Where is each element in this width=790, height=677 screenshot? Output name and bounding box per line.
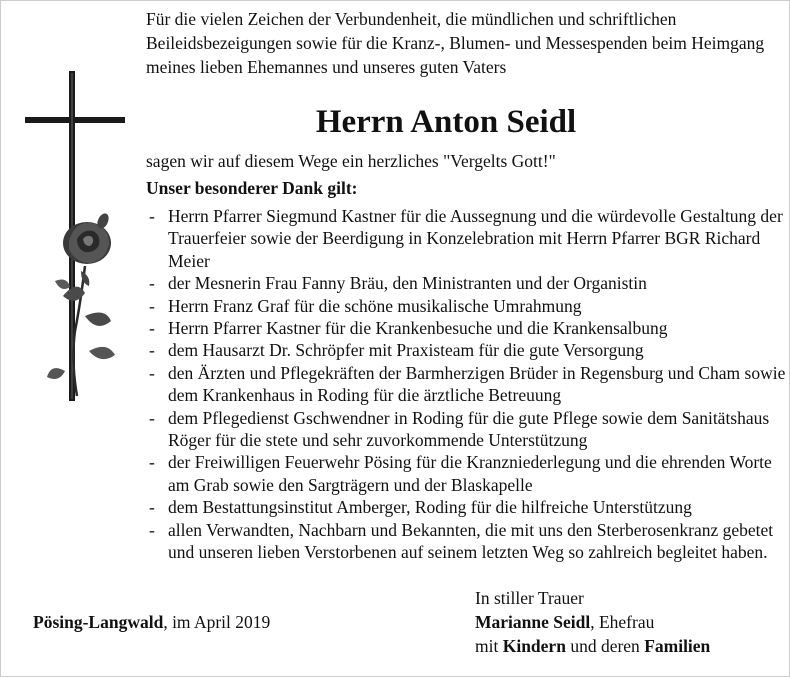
list-item: - Herrn Franz Graf für die schöne musikalische Umrahmung [146, 295, 786, 317]
list-item: - der Mesnerin Frau Fanny Bräu, den Ministranten und der Organistin [146, 272, 786, 294]
families-label: Familien [644, 636, 711, 656]
signature-line-3 [475, 634, 710, 658]
signature-block [475, 586, 710, 658]
place-town: Pösing-Langwald [33, 612, 164, 632]
list-item: - Herrn Pfarrer Siegmund Kastner für die Aussegnung und die würdevolle Gestaltung der Trauerfeier sowie der Beerdigung in Konzelebration mit Herrn Pfarrer BGR Richard Meier [146, 205, 786, 272]
thanks-list [146, 205, 786, 564]
list-item: - dem Pflegedienst Gschwendner in Roding für die gute Pflege sowie dem Sanitätshaus Röger für die stete und sehr zuvorkommende Unterstützung [146, 407, 786, 452]
intro-text: Für die vielen Zeichen der Verbundenheit, die mündlichen und schriftlichen Beileidsbezeigungen sowie für die Kranz-, Blumen- und Messespenden beim Heimgang meines lieben Ehemannes und unseres guten Vaters [146, 9, 765, 77]
place-date-text: , im April 2019 [163, 612, 271, 632]
signature-line-1: In stiller Trauer [475, 588, 584, 608]
list-item: - Herrn Pfarrer Kastner für die Krankenbesuche und die Krankensalbung [146, 317, 786, 339]
list-item: - allen Verwandten, Nachbarn und Bekannten, die mit uns den Sterberosenkranz gebetet und unseren lieben Verstorbenen auf seinem letzten Weg so zahlreich begleitet haben. [146, 519, 786, 564]
signature-line-2 [475, 610, 710, 634]
line3-prefix: mit [475, 636, 503, 656]
list-item: - den Ärzten und Pflegekräften der Barmherzigen Brüder in Regensburg und Cham sowie dem Krankenhaus in Roding für die ärztliche Betreuung [146, 362, 786, 407]
widow-role: , Ehefrau [590, 612, 655, 632]
thanks-line: sagen wir auf diesem Wege ein herzliches "Vergelts Gott!" [146, 151, 556, 171]
list-item: - dem Hausarzt Dr. Schröpfer mit Praxisteam für die gute Versorgung [146, 339, 786, 361]
widow-name: Marianne Seidl [475, 612, 591, 632]
deceased-name: Herrn Anton Seidl [315, 104, 577, 140]
place-date [33, 610, 270, 634]
special-thanks-heading: Unser besonderer Dank gilt: [146, 178, 358, 198]
line3-middle: und deren [565, 636, 645, 656]
list-item: - dem Bestattungsinstitut Amberger, Roding für die hilfreiche Unterstützung [146, 496, 786, 518]
children-label: Kindern [502, 636, 566, 656]
list-item: - der Freiwilligen Feuerwehr Pösing für die Kranzniederlegung und die ehrenden Worte am Grab sowie den Sargträgern und der Blaskapelle [146, 451, 786, 496]
